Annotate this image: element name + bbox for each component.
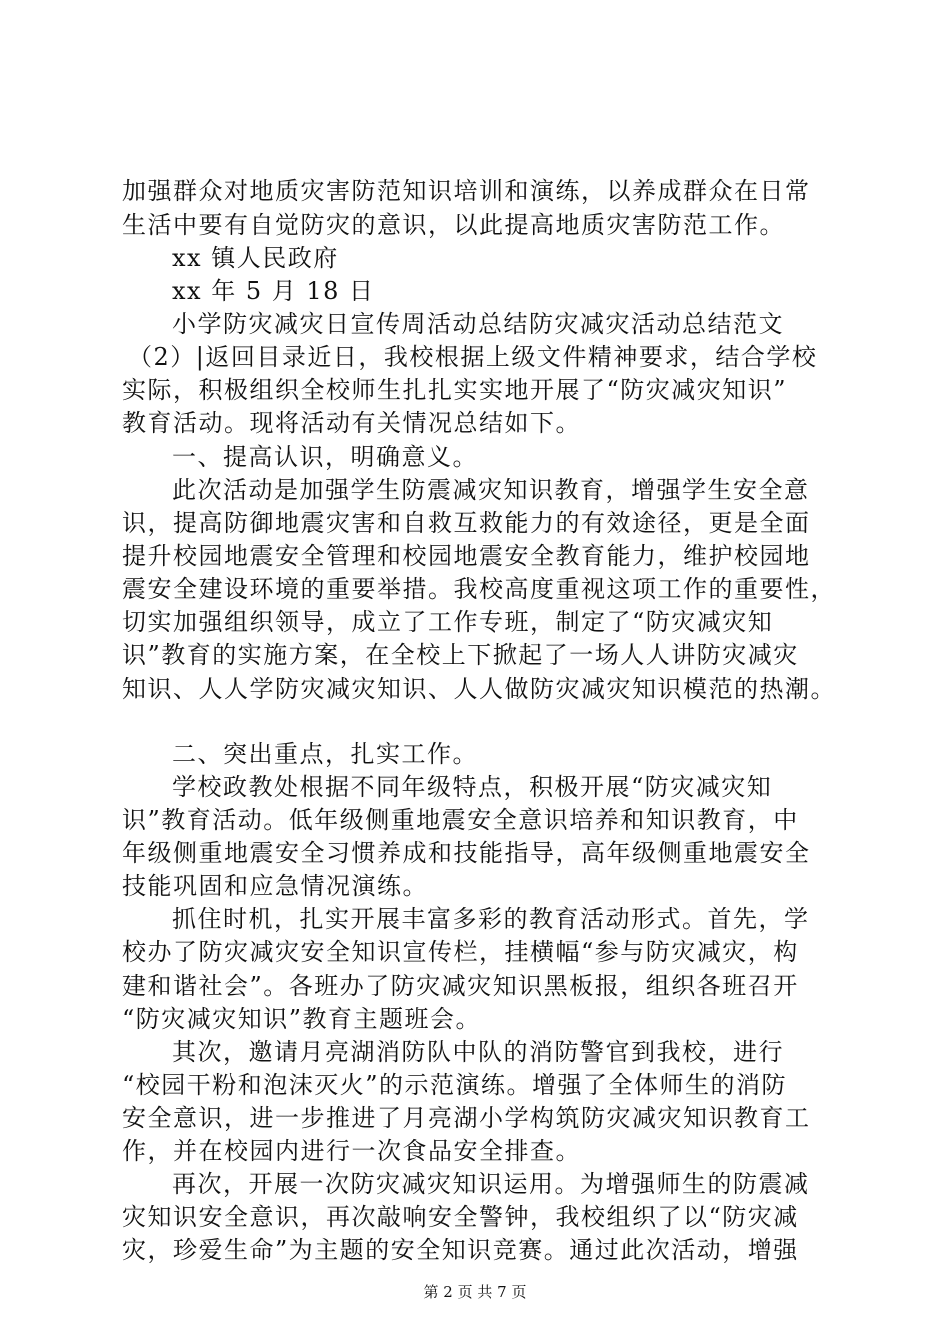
paragraph-line: 识”教育的实施方案，在全校上下掀起了一场人人讲防灾减灾 [122, 641, 799, 669]
paragraph-line: 加强群众对地质灾害防范知识培训和演练，以养成群众在日常 [122, 177, 811, 205]
page-footer: 第 2 页 共 7 页 [423, 1283, 527, 1301]
section-heading: 一、提高认识，明确意义。 [172, 443, 478, 471]
signature-org: xx 镇人民政府 [172, 244, 339, 272]
section-heading-line: 小学防灾减灾日宣传周活动总结防灾减灾活动总结范文 [172, 310, 784, 338]
paragraph-line: 识”教育活动。低年级侧重地震安全意识培养和知识教育，中 [122, 806, 799, 834]
paragraph-line: 学校政教处根据不同年级特点，积极开展“防灾减灾知 [172, 773, 773, 801]
paragraph-line: 灾知识安全意识，再次敲响安全警钟，我校组织了以“防灾减 [122, 1203, 799, 1231]
paragraph-line: 切实加强组织领导，成立了工作专班，制定了“防灾减灾知 [122, 608, 774, 636]
paragraph-line: 建和谐社会”。各班办了防灾减灾知识黑板报，组织各班召开 [122, 972, 799, 1000]
paragraph-line: （2）|返回目录近日，我校根据上级文件精神要求，结合学校 [128, 343, 818, 371]
paragraph-line: 其次，邀请月亮湖消防队中队的消防警官到我校，进行 [172, 1038, 784, 1066]
paragraph-line: 此次活动是加强学生防震减灾知识教育，增强学生安全意 [172, 476, 810, 504]
paragraph-line: 教育活动。现将活动有关情况总结如下。 [122, 409, 581, 437]
paragraph-line: 抓住时机，扎实开展丰富多彩的教育活动形式。首先，学 [172, 905, 810, 933]
paragraph-line: 技能巩固和应急情况演练。 [122, 872, 428, 900]
paragraph-line: 校办了防灾减灾安全知识宣传栏，挂横幅“参与防灾减灾，构 [122, 938, 799, 966]
paragraph-line: 安全意识，进一步推进了月亮湖小学构筑防灾减灾知识教育工 [122, 1104, 811, 1132]
paragraph-line: 生活中要有自觉防灾的意识，以此提高地质灾害防范工作。 [122, 211, 785, 239]
section-heading: 二、突出重点，扎实工作。 [172, 740, 478, 768]
paragraph-line: 震安全建设环境的重要举措。我校高度重视这项工作的重要性， [122, 575, 836, 603]
paragraph-line: 年级侧重地震安全习惯养成和技能指导，高年级侧重地震安全 [122, 839, 811, 867]
paragraph-line: 实际，积极组织全校师生扎扎实实地开展了“防灾减灾知识” [122, 376, 788, 404]
paragraph-line: 识，提高防御地震灾害和自救互救能力的有效途径，更是全面 [122, 509, 811, 537]
paragraph-line: 作，并在校园内进行一次食品安全排查。 [122, 1137, 581, 1165]
paragraph-line: 灾，珍爱生命”为主题的安全知识竞赛。通过此次活动，增强 [122, 1236, 799, 1264]
paragraph-line: “防灾减灾知识”教育主题班会。 [122, 1005, 482, 1033]
paragraph-line: 再次，开展一次防灾减灾知识运用。为增强师生的防震减 [172, 1170, 810, 1198]
paragraph-line: 知识、人人学防灾减灾知识、人人做防灾减灾知识模范的热潮。 [122, 675, 836, 703]
paragraph-line: 提升校园地震安全管理和校园地震安全教育能力，维护校园地 [122, 542, 811, 570]
paragraph-line: “校园干粉和泡沫灭火”的示范演练。增强了全体师生的消防 [122, 1071, 788, 1099]
signature-date: xx 年 5 月 18 日 [172, 277, 375, 305]
